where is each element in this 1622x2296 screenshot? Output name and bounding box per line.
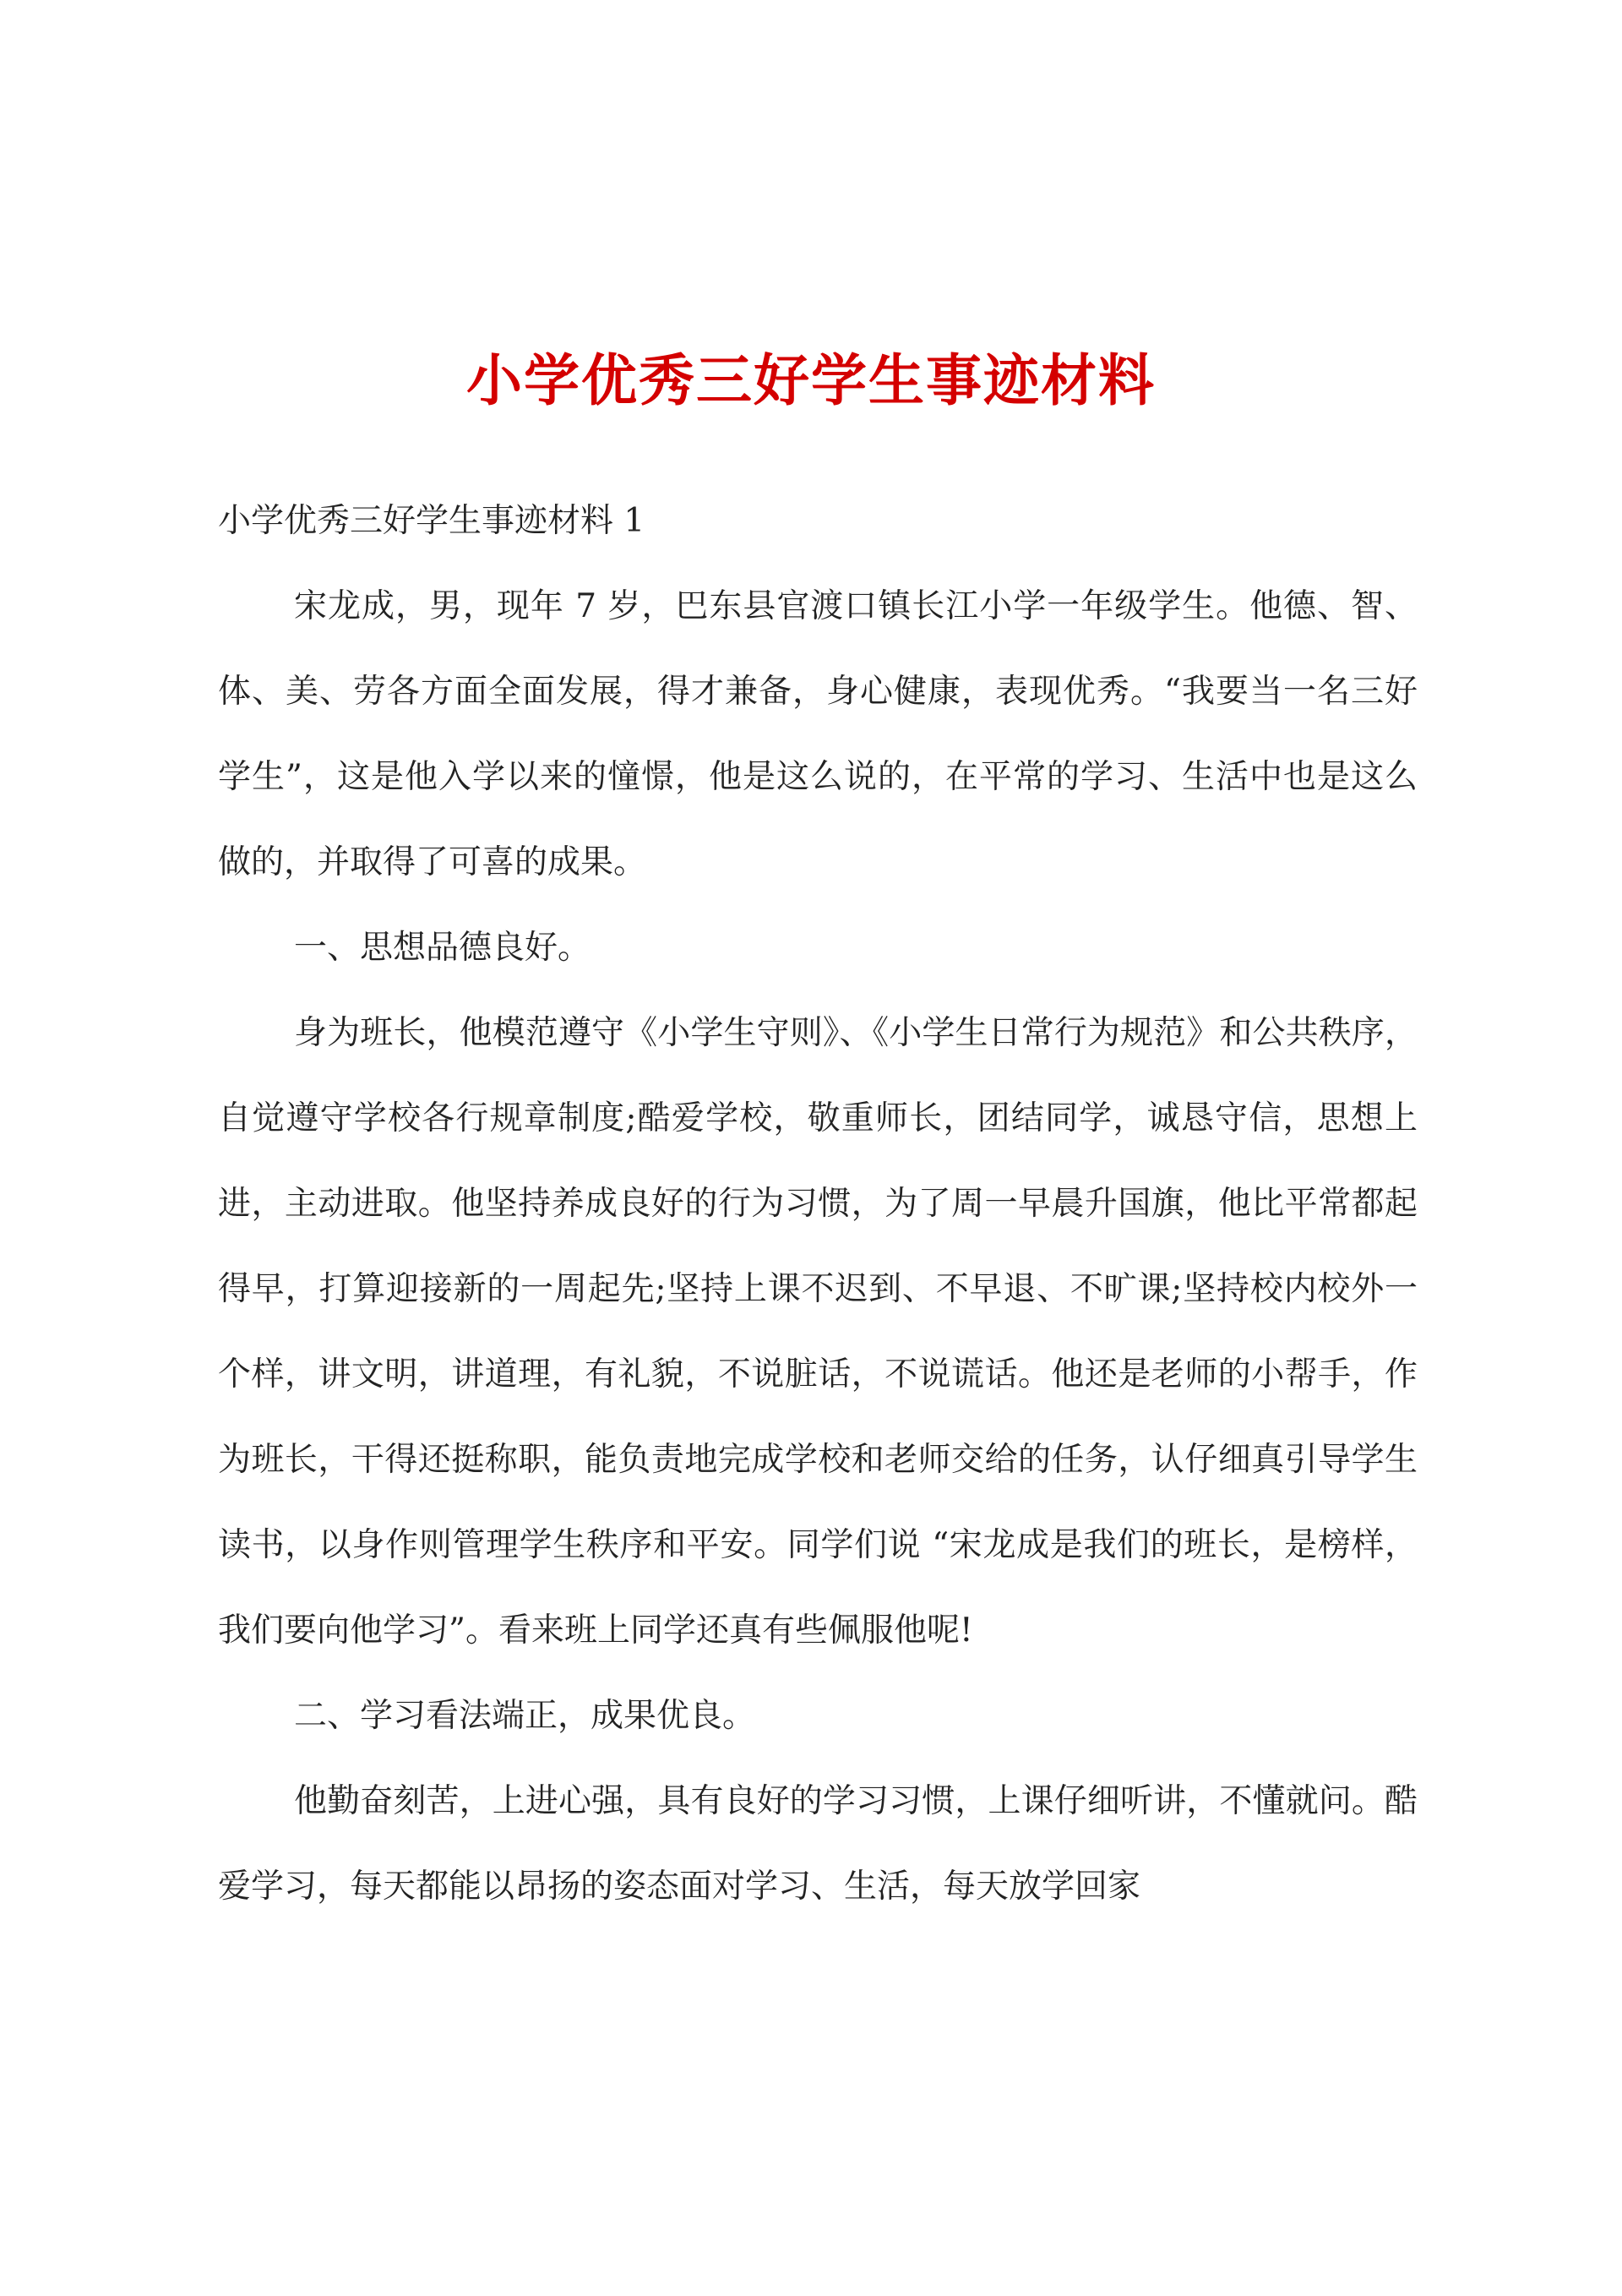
paragraph-intro: 宋龙成，男，现年 7 岁，巴东县官渡口镇长江小学一年级学生。他德、智、体、美、劳各方面全面发展，得才兼备，身心健康，表现优秀。“我要当一名三好学生”，这是他入学以来的憧憬，他是这么说的，在平常的学习、生活中也是这么做的，并取得了可喜的成果。 [218,587,1418,881]
section-heading-moral: 一、思想品德良好。 [294,929,591,967]
section-heading-study: 二、学习看法端正，成果优良。 [294,1697,756,1735]
section-subtitle: 小学优秀三好学生事迹材料 1 [218,502,645,540]
paragraph-moral: 身为班长，他模范遵守《小学生守则》、《小学生日常行为规范》和公共秩序，自觉遵守学校各行规章制度;酷爱学校，敬重师长，团结同学，诚恳守信，思想上进，主动进取。他坚持养成良好的行为习惯，为了周一早晨升国旗，他比平常都起得早，打算迎接新的一周起先;坚持上课不迟到、不早退、不旷课;坚持校内校外一个样，讲文明，讲道理，有礼貌，不说脏话，不说谎话。他还是老师的小帮手，作为班长，干得还挺称职，能负责地完成学校和老师交给的任务，认仔细真引导学生读书，以身作则管理学生秩序和平安。同学们说 “宋龙成是我们的班长，是榜样，我们要向他学习”。看来班上同学还真有些佩服他呢! [218,1014,1418,1650]
paragraph-study: 他勤奋刻苦，上进心强，具有良好的学习习惯，上课仔细听讲，不懂就问。酷爱学习，每天都能以昂扬的姿态面对学习、生活，每天放学回家 [218,1782,1418,1906]
document-title: 小学优秀三好学生事迹材料 [466,347,1156,413]
document-body [218,478,1418,1929]
